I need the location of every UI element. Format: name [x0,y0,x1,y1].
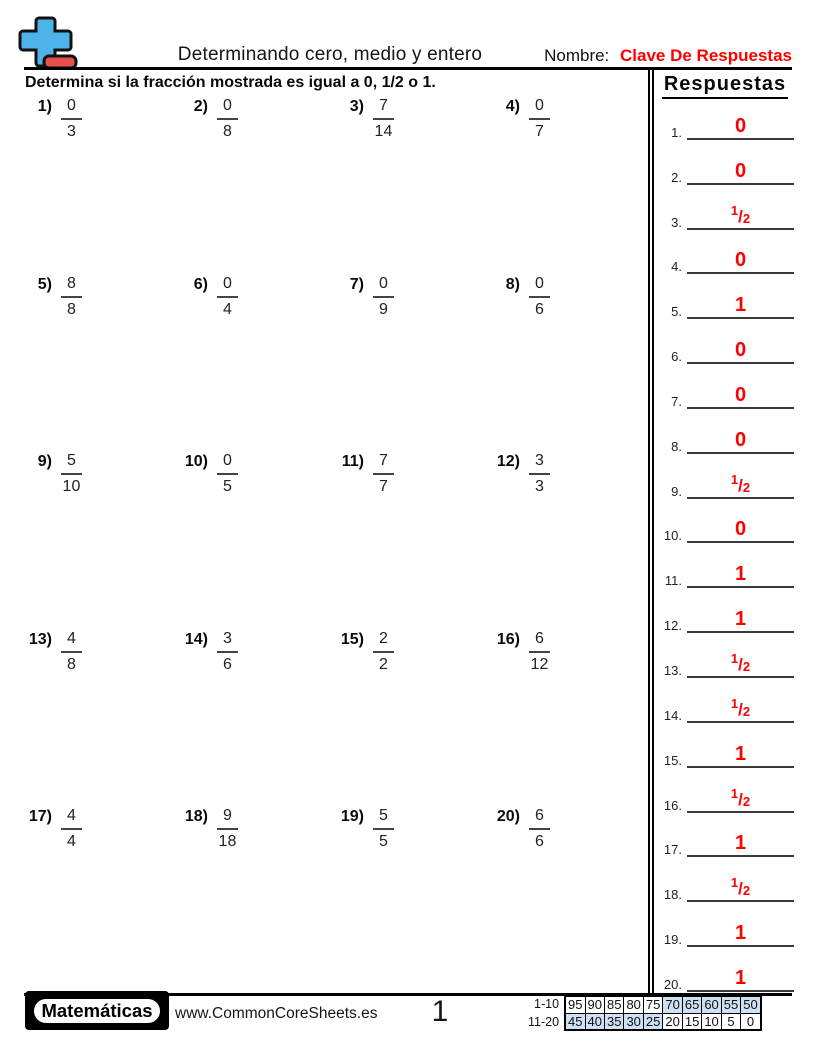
fraction-numerator: 3 [529,452,550,475]
answer-number: 14. [663,707,682,723]
problem-10 [168,452,324,630]
score-cell: 95 [565,996,585,1013]
fraction [61,97,82,142]
fraction-denominator: 4 [67,833,76,851]
answer-value: $^1$/2 [730,650,751,674]
answers-panel [648,70,794,995]
answer-blank [687,204,794,230]
score-cell: 75 [643,996,662,1013]
fraction [529,452,550,497]
problem-number: 14) [184,630,208,648]
problem-4 [480,97,630,275]
answers-title: Respuestas [662,73,788,99]
fraction-numerator: 5 [61,452,82,475]
problem-number: 12) [496,453,520,470]
score-cell: 45 [565,1013,585,1030]
problem-number: 10) [184,453,208,470]
answer-row-6 [656,319,794,364]
answer-number: 6. [671,349,682,365]
score-cell: 65 [682,996,701,1013]
problem-11 [324,452,480,630]
fraction-denominator: 8 [67,300,76,318]
problem-number: 11) [341,453,364,470]
fraction [529,97,550,142]
page-number: 1 [431,995,449,1028]
fraction [217,97,238,142]
answer-blank [687,519,794,543]
answer-row-2 [656,140,794,185]
fraction [61,630,82,675]
answer-blank [687,923,794,947]
fraction-denominator: 3 [535,478,544,496]
answer-row-19 [656,902,794,947]
problem-number: 3) [349,98,364,115]
score-cell: 85 [604,996,623,1013]
fraction-numerator: 0 [373,275,394,298]
answer-row-8 [656,409,794,454]
score-cell: 90 [585,996,604,1013]
answer-number: 15. [663,752,682,768]
problem-1 [12,97,168,275]
fraction-denominator: 6 [223,655,232,673]
fraction-numerator: 6 [529,807,550,830]
score-cell: 25 [643,1013,662,1030]
problem-number: 17) [28,808,52,825]
problem-number: 2) [193,98,208,115]
score-cell: 70 [663,996,682,1013]
answer-blank [687,652,794,678]
problem-number: 19) [340,808,364,825]
problem-20 [480,807,630,985]
problem-13 [12,630,168,808]
answer-number: 16. [663,797,682,813]
answer-row-5 [656,274,794,319]
answer-value: 1 [734,922,747,945]
website-url: www.CommonCoreSheets.es [175,1005,378,1022]
answer-row-17 [656,813,794,858]
answer-blank [687,609,794,633]
fraction-denominator: 8 [223,123,232,141]
fraction-numerator: 6 [529,630,550,653]
answer-number: 8. [671,438,682,454]
answer-value: 0 [734,339,747,362]
answer-value: $^1$/2 [730,875,751,899]
answer-blank [687,787,794,813]
answer-blank [687,744,794,768]
answer-number: 10. [663,528,682,544]
answer-number: 17. [663,842,682,858]
score-cell: 15 [682,1013,701,1030]
score-cell: 55 [721,996,740,1013]
answer-value: $^1$/2 [730,785,751,809]
fraction [373,630,394,675]
fraction-numerator: 8 [61,275,82,298]
fraction-denominator: 10 [62,478,81,496]
answer-row-7 [656,364,794,409]
fraction-denominator: 5 [379,833,388,851]
answer-row-11 [656,543,794,588]
problem-19 [324,807,480,985]
fraction-numerator: 9 [217,807,238,830]
answer-blank [687,833,794,857]
fraction [217,452,238,497]
answer-blank [687,116,794,140]
answer-number: 7. [671,393,682,409]
fraction-denominator: 14 [374,123,393,141]
fraction-numerator: 0 [217,97,238,120]
problem-15 [324,630,480,808]
fraction-denominator: 8 [67,655,76,673]
name-field [544,46,792,66]
fraction [61,807,82,852]
answer-blank [687,340,794,364]
problem-number: 15) [340,630,364,648]
answer-row-20 [656,947,794,992]
score-range-label-1-10: 1-10 [534,996,560,1011]
fraction [373,452,394,497]
answer-number: 2. [671,169,682,185]
fraction-numerator: 0 [529,97,550,120]
problem-8 [480,275,630,453]
fraction-numerator: 4 [61,807,82,830]
answer-blank [687,697,794,723]
fraction-denominator: 18 [218,833,237,851]
problem-number: 18) [184,808,208,825]
answer-number: 9. [671,483,682,499]
score-cell: 80 [624,996,643,1013]
fraction [373,275,394,320]
instruction-text: Determina si la fracción mostrada es igual a 0, 1/2 o 1. [25,74,436,91]
problem-number: 6) [193,275,208,293]
fraction [217,630,238,675]
fraction-numerator: 7 [373,452,394,475]
fraction [529,630,550,675]
answer-value: 0 [734,428,747,451]
fraction [529,807,550,852]
score-cell: 50 [741,996,761,1013]
answer-blank [687,295,794,319]
plus-minus-logo-icon [18,15,78,71]
answer-blank [687,250,794,274]
answer-value: $^1$/2 [730,471,751,495]
answer-row-9 [656,454,794,499]
problem-7 [324,275,480,453]
problems-grid [12,97,637,985]
answer-number: 19. [663,932,682,948]
answer-number: 11. [664,573,682,589]
fraction-denominator: 7 [535,123,544,141]
fraction-numerator: 0 [217,452,238,475]
problem-12 [480,452,630,630]
answer-blank [687,385,794,409]
fraction-denominator: 9 [379,300,388,318]
answer-value: 1 [734,294,747,317]
problem-14 [168,630,324,808]
score-range-label-11-20: 11-20 [528,1014,560,1029]
answer-number: 18. [663,887,682,903]
fraction-denominator: 4 [223,300,232,318]
answer-number: 5. [671,304,682,320]
fraction-numerator: 0 [61,97,82,120]
score-cell: 5 [721,1013,740,1030]
answer-number: 13. [663,662,682,678]
answer-blank [687,473,794,499]
answer-value: 1 [734,608,747,631]
problem-6 [168,275,324,453]
brand-name: Matemáticas [32,997,161,1025]
answer-value: 1 [734,832,747,855]
answer-row-16 [656,768,794,813]
problem-number: 8) [505,275,520,293]
fraction-denominator: 5 [223,478,232,496]
answer-row-3 [656,185,794,230]
answer-row-1 [656,95,794,140]
problem-16 [480,630,630,808]
fraction-numerator: 2 [373,630,394,653]
answer-row-12 [656,588,794,633]
fraction-numerator: 0 [529,275,550,298]
problem-3 [324,97,480,275]
problem-18 [168,807,324,985]
answer-blank [687,430,794,454]
problem-number: 20) [496,808,520,825]
answer-value: 0 [734,518,747,541]
answers-list [656,95,794,992]
problem-number: 16) [496,630,520,648]
problem-9 [12,452,168,630]
problem-number: 9) [37,453,52,470]
fraction [529,275,550,320]
fraction [373,807,394,852]
fraction-numerator: 4 [61,630,82,653]
answer-row-15 [656,723,794,768]
answer-number: 1. [671,124,682,140]
fraction [61,275,82,320]
problem-17 [12,807,168,985]
answer-value: 0 [734,383,747,406]
fraction [217,275,238,320]
answer-value: 1 [734,742,747,765]
grading-table [564,995,762,1031]
problem-2 [168,97,324,275]
answer-blank [687,564,794,588]
grading-row-2 [565,1013,761,1030]
fraction-numerator: 7 [373,97,394,120]
answer-value: 0 [734,159,747,182]
score-cell: 60 [702,996,721,1013]
fraction-numerator: 5 [373,807,394,830]
fraction-numerator: 3 [217,630,238,653]
score-cell: 30 [624,1013,643,1030]
fraction-denominator: 3 [67,123,76,141]
score-cell: 20 [663,1013,682,1030]
score-cell: 40 [585,1013,604,1030]
answer-value: 0 [734,249,747,272]
answer-number: 4. [671,259,682,275]
answer-number: 12. [663,618,682,634]
fraction-denominator: 6 [535,833,544,851]
answer-blank [687,876,794,902]
answer-row-10 [656,499,794,544]
answer-value: $^1$/2 [730,202,751,226]
problem-5 [12,275,168,453]
problem-number: 5) [37,275,52,293]
answer-row-18 [656,857,794,902]
grading-key [528,995,762,1031]
problem-number: 4) [505,98,520,115]
score-cell: 10 [702,1013,721,1030]
answer-row-13 [656,633,794,678]
score-cell: 35 [604,1013,623,1030]
answer-value: 1 [734,563,747,586]
fraction [217,807,238,852]
name-label: Nombre: [544,46,610,65]
fraction-denominator: 6 [535,300,544,318]
score-range-labels [528,995,559,1031]
score-cell: 0 [741,1013,761,1030]
answer-row-4 [656,230,794,275]
problem-number: 13) [28,630,52,648]
fraction-denominator: 12 [530,655,549,673]
answer-row-14 [656,678,794,723]
page-title: Determinando cero, medio y entero [177,44,483,65]
problem-number: 1) [37,98,52,115]
answer-value: 0 [734,114,747,137]
answer-number: 20. [663,976,682,992]
answer-number: 3. [671,214,682,230]
answer-value: 1 [734,966,747,989]
problem-number: 7) [349,275,364,293]
brand-logo [25,991,169,1030]
fraction [61,452,82,497]
fraction-numerator: 0 [217,275,238,298]
answer-blank [687,161,794,185]
grading-row-1 [565,996,761,1013]
answer-value: $^1$/2 [730,695,751,719]
name-value: Clave De Respuestas [620,46,792,65]
fraction-denominator: 2 [379,655,388,673]
answer-blank [687,968,794,992]
fraction [373,97,394,142]
fraction-denominator: 7 [379,478,388,496]
